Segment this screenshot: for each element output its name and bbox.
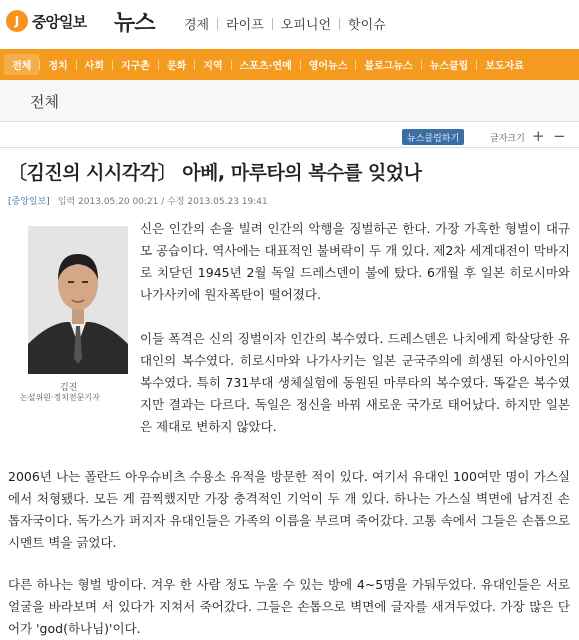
cat-sports[interactable]: 스포츠·연예 — [239, 61, 292, 72]
category-nav — [0, 49, 579, 80]
article-tools — [0, 126, 579, 148]
font-size-label: 글자크기 — [490, 134, 525, 144]
author-name: 김진 — [60, 383, 78, 393]
top-nav-economy[interactable]: 경제 — [184, 18, 210, 33]
author-portrait-image — [28, 226, 128, 374]
article-paragraph: 다른 하나는 형벌 방이다. 겨우 한 사람 정도 누울 수 있는 방에 4~5명을 가둬두었다. 유대인들은 서로 얼굴을 바라보며 서 있다가 지쳐서 죽어갔다. 그들은 손톱으로 벽면에 글자를 새겨두었다. 가장 많은 단어가 'god(하나님)'이다. — [8, 577, 570, 636]
article-source[interactable]: [중앙일보] — [8, 197, 50, 207]
top-nav-opinion[interactable]: 오피니언 — [280, 18, 332, 33]
article-paragraph: 신은 인간의 손을 빌려 인간의 악행을 징벌하곤 한다. 가장 가혹한 형벌이 대규모 공습이다. 역사에는 대표적인 불벼락이 두 개 있다. 제2차 세계대전이 막바지로 치닫던 1945년 2월 독일 드레스덴이 불에 탔다. 6개월 후 일본 히로시마와 나가사키에 원자폭탄이 떨어졌다. — [140, 221, 570, 302]
cat-world[interactable]: 지구촌 — [120, 61, 150, 72]
news-section-title[interactable]: 뉴스 — [114, 11, 155, 36]
news-clip-button[interactable]: 뉴스클립하기 — [402, 129, 464, 145]
section-bar — [0, 80, 579, 122]
author-title: 논설위원·정치전문기자 — [20, 393, 100, 402]
site-logo[interactable] — [6, 10, 86, 32]
cat-politics[interactable]: 정치 — [48, 61, 68, 72]
font-decrease-button[interactable]: − — [553, 127, 566, 145]
cat-press[interactable]: 보도자료 — [485, 61, 524, 72]
cat-region[interactable]: 지역 — [203, 61, 223, 72]
site-header — [0, 0, 579, 46]
article-paragraph: 이들 폭격은 신의 징벌이자 인간의 복수였다. 드레스덴은 나치에게 학살당한 유대인의 복수였다. 히로시마와 나가사키는 일본 군국주의에 희생된 아시아인의 복수였다. 특히 731부대 생체실험에 동원된 마루타의 복수였다. 똑같은 복수였지만 결과는 다르다. 독일은 정신을 바꿔 새로운 국가로 태어났다. 하지만 일본은 제대로 변하지 않았다. — [140, 331, 570, 434]
article-dates: 입력 2013.05.20 00:21 / 수정 2013.05.23 19:41 — [57, 197, 268, 207]
author-photo — [28, 226, 128, 374]
logo-mark: J — [6, 10, 28, 32]
font-increase-button[interactable]: + — [532, 127, 545, 145]
top-nav — [176, 14, 394, 33]
cat-all[interactable]: 전체 — [4, 54, 39, 75]
cat-blog[interactable]: 블로그뉴스 — [364, 61, 413, 72]
top-nav-hot-issue[interactable]: 핫이슈 — [348, 18, 386, 33]
section-title: 전체 — [30, 93, 59, 111]
article-paragraph: 2006년 나는 폴란드 아우슈비츠 수용소 유적을 방문한 적이 있다. 여기서 유대인 100여만 명이 가스실에서 처형됐다. 모든 게 끔찍했지만 가장 충격적인 기억이 두 개 있다. 하나는 가스실 벽면에 남겨진 손톱자국이다. 독가스가 퍼지자 유대인들은 가족의 이름을 부르며 죽어갔다. 고통 속에서 그들은 손톱으로 시멘트 벽을 긁었다. — [8, 469, 570, 550]
article-meta — [8, 194, 268, 207]
cat-newsclip[interactable]: 뉴스클립 — [429, 61, 469, 72]
top-nav-life[interactable]: 라이프 — [226, 18, 264, 33]
cat-english[interactable]: 영어뉴스 — [308, 61, 348, 72]
article-headline: 〔김진의 시시각각〕 아베, 마루타의 복수를 잊었나 — [8, 162, 422, 184]
logo-text: 중앙일보 — [32, 12, 86, 31]
cat-culture[interactable]: 문화 — [166, 61, 187, 72]
cat-society[interactable]: 사회 — [84, 61, 104, 72]
